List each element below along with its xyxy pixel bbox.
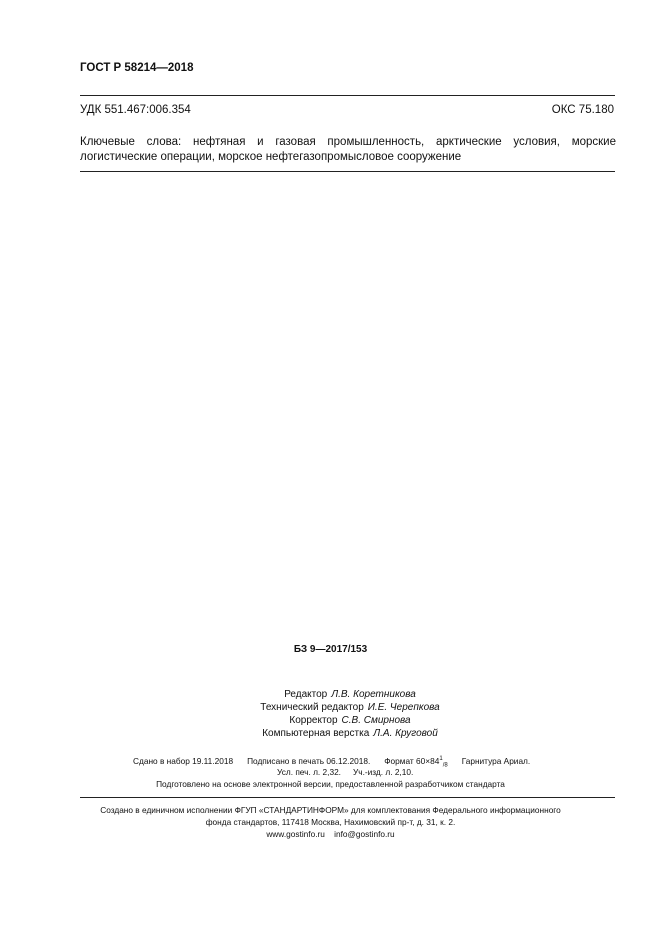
oks-code: ОКС 75.180 bbox=[551, 104, 614, 116]
submitted-date: Сдано в набор 19.11.2018 bbox=[133, 756, 234, 766]
keywords: Ключевые слова: нефтяная и газовая промышленность, арктические условия, морские логистические операции, морское нефтегазопромысловое сооружение bbox=[80, 136, 616, 163]
prepared-note: Подготовлено на основе электронной версии, предоставленной разработчиком стандарта bbox=[156, 779, 505, 789]
staff-name: Л.А. Круговой bbox=[373, 728, 438, 739]
footer-line-1: Создано в единичном исполнении ФГУП «СТАНДАРТИНФОРМ» для комплектования Федерального информационного bbox=[100, 805, 561, 815]
document-title: ГОСТ Р 58214—2018 bbox=[80, 62, 194, 74]
staff-tech-editor bbox=[200, 701, 500, 714]
staff-name: Л.В. Коретникова bbox=[331, 689, 416, 700]
staff-name: И.Е. Черепкова bbox=[367, 702, 440, 713]
email-link[interactable]: info@gostinfo.ru bbox=[334, 829, 395, 839]
footer-contacts bbox=[0, 828, 661, 841]
paper-format: Формат $60\times 84^1_{/8}$ bbox=[384, 756, 448, 769]
footer-divider bbox=[80, 797, 615, 798]
website-link[interactable]: www.gostinfo.ru bbox=[266, 829, 325, 839]
staff-role: Корректор bbox=[289, 715, 338, 726]
edition-sheets: Уч.-изд. л. 2,10. bbox=[353, 767, 414, 777]
staff-role: Технический редактор bbox=[260, 702, 364, 713]
staff-name: С.В. Смирнова bbox=[341, 715, 411, 726]
keywords-divider bbox=[80, 171, 615, 172]
udk-code: УДК 551.467:006.354 bbox=[80, 104, 191, 116]
staff-corrector bbox=[200, 714, 500, 727]
top-divider bbox=[80, 95, 615, 96]
bz-number: БЗ 9—2017/153 bbox=[293, 644, 368, 655]
footer-line-2: фонда стандартов, 117418 Москва, Нахимовский пр-т, д. 31, к. 2. bbox=[205, 817, 456, 827]
staff-layout bbox=[200, 727, 500, 740]
staff-role: Редактор bbox=[284, 689, 328, 700]
typeface: Гарнитура Ариал. bbox=[461, 756, 531, 766]
staff-editor bbox=[200, 688, 500, 701]
signed-date: Подписано в печать 06.12.2018. bbox=[247, 756, 371, 766]
staff-list bbox=[200, 688, 500, 740]
print-sheets: Усл. печ. л. 2,32. bbox=[277, 767, 341, 777]
staff-role: Компьютерная верстка bbox=[262, 728, 370, 739]
